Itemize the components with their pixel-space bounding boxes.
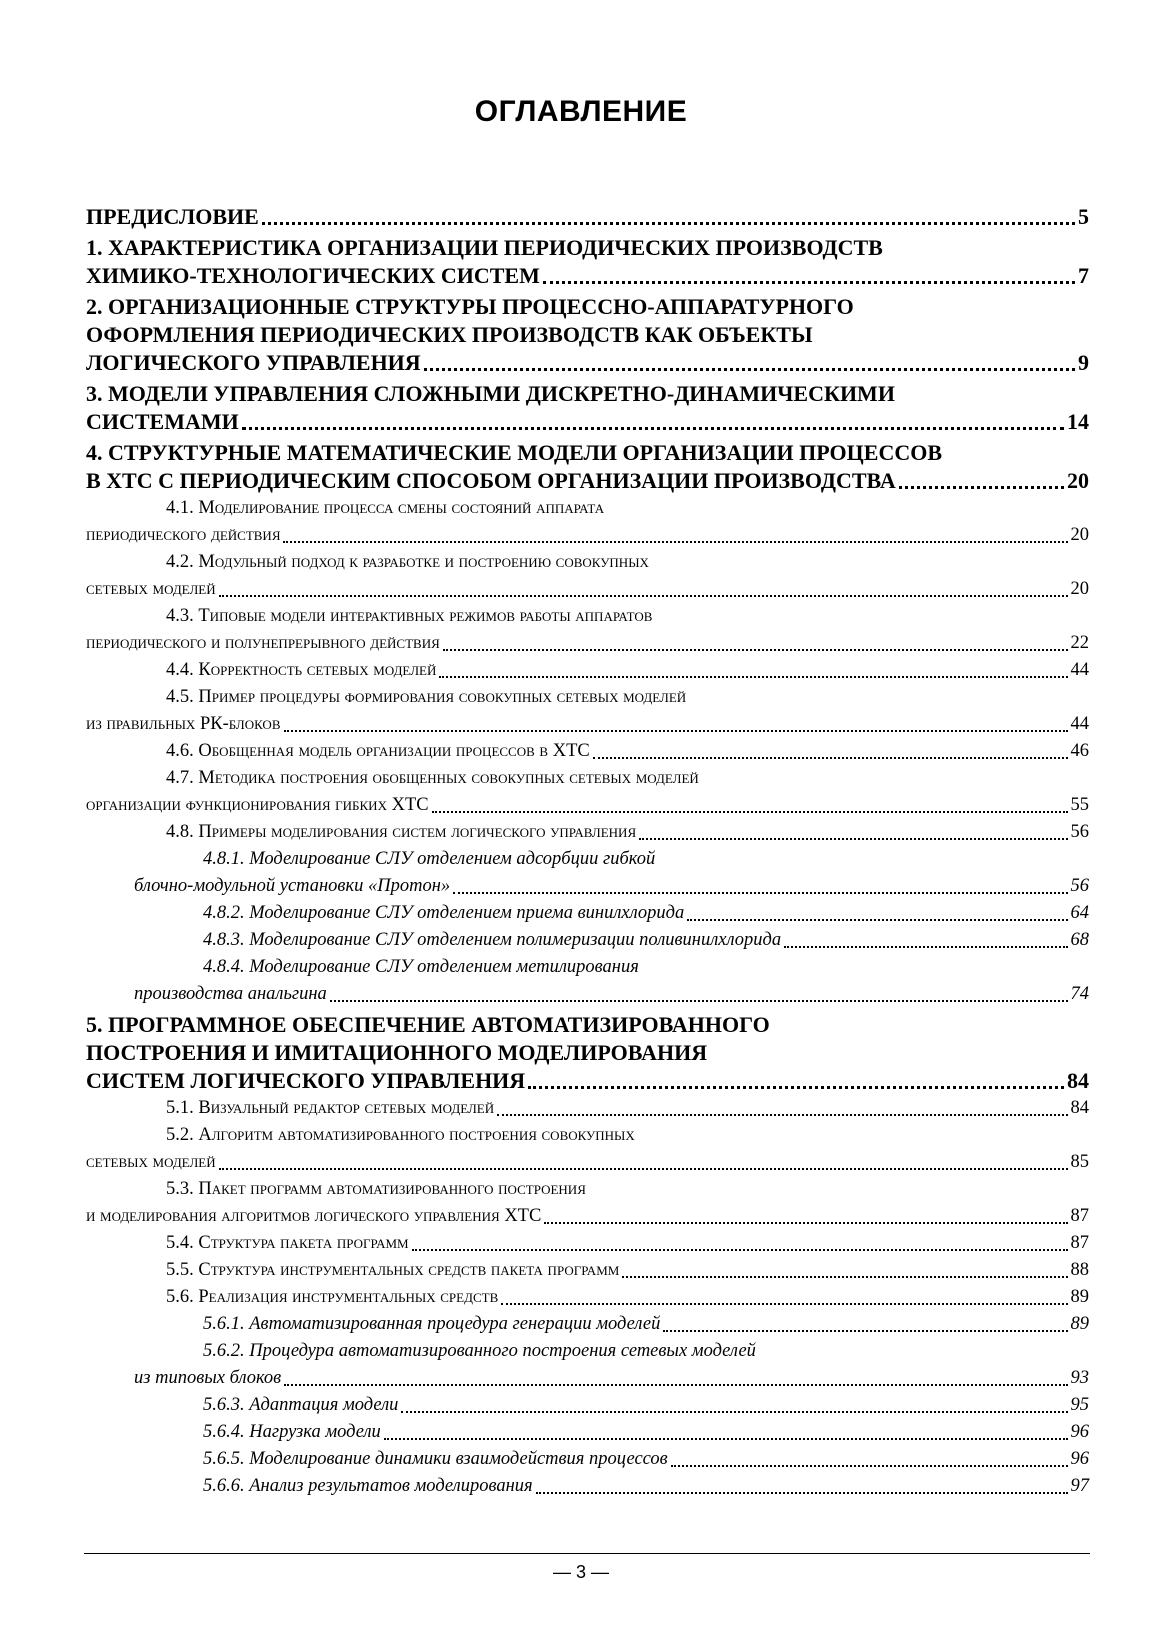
dot-leader [284,1384,1067,1386]
toc-page-number: 14 [1067,409,1089,434]
toc-page-number: 87 [1070,1206,1089,1226]
dot-leader [639,838,1067,840]
toc-page-number: 84 [1070,1098,1089,1118]
dot-leader [544,1222,1067,1224]
toc-page-number: 55 [1070,795,1089,815]
dot-leader [242,427,1064,430]
toc-entry-text: 4.4. Корректность сетевых моделей [166,660,437,680]
toc-subsection-entry[interactable] [86,954,1089,1008]
footer-divider [84,1553,1090,1554]
toc-page-number: 44 [1070,714,1089,734]
toc-page-number: 89 [1070,1314,1089,1334]
toc-entry-text: 4.6. Обобщенная модель организации процессов в ХТС [166,741,590,761]
page-title: ОГЛАВЛЕНИЕ [474,95,688,128]
toc-page-number: 74 [1070,984,1089,1004]
toc-page-number: 95 [1070,1395,1089,1415]
toc-entry-text: 5.6.6. Анализ результатов моделирования [203,1476,533,1496]
toc-entry-text: 5.4. Структура пакета программ [166,1233,409,1253]
toc-chapter-entry[interactable] [86,380,1089,436]
toc-page-number: 93 [1070,1368,1089,1388]
toc-entry-text: 4.8.3. Моделирование СЛУ отделением полимеризации поливинилхлорида [203,930,782,950]
toc-page-number: 88 [1070,1260,1089,1280]
toc-entry-text: 4.3. Типовые модели интерактивных режимов работы аппаратов [166,606,653,626]
page-number: — 3 — [552,1562,609,1582]
toc-entry-text: из правильных РК-блоков [86,714,281,734]
toc-chapter-entry[interactable] [86,234,1089,290]
toc-section-entry[interactable] [86,1284,1089,1311]
table-of-contents [86,200,1089,1500]
toc-entry-text: и моделирования алгоритмов логического управления ХТС [86,1206,542,1226]
toc-entry-text: 4.8.4. Моделирование СЛУ отделением метилирования [203,957,639,977]
toc-entry-text: 4.5. Пример процедуры формирования совокупных сетевых моделей [166,687,687,707]
toc-page-number: 56 [1070,876,1089,896]
toc-entry-text: 5.6.5. Моделирование динамики взаимодействия процессов [203,1449,668,1469]
dot-leader [219,1168,1068,1170]
dot-leader [536,1492,1068,1494]
toc-subsection-entry[interactable] [86,1392,1089,1419]
toc-entry-text: 5.3. Пакет программ автоматизированного построения [166,1179,586,1199]
toc-entry-text: 4.8.1. Моделирование СЛУ отделением адсорбции гибкой [203,849,656,869]
toc-entry-text: 4.2. Модульный подход к разработке и построению совокупных [166,552,649,572]
dot-leader [443,649,1068,651]
toc-section-entry[interactable] [86,738,1089,765]
toc-chapter-entry[interactable] [86,293,1089,377]
toc-page-number: 20 [1070,579,1089,599]
toc-entry-text: ПРЕДИСЛОВИЕ [86,204,259,229]
toc-page-number: 7 [1078,263,1089,288]
toc-entry-text: 5.6.4. Нагрузка модели [203,1422,381,1442]
toc-entry-text: сетевых моделей [86,579,216,599]
toc-page-number: 96 [1070,1449,1089,1469]
toc-page-number: 84 [1067,1068,1089,1093]
toc-page-number: 56 [1070,822,1089,842]
toc-entry-text: 5.5. Структура инструментальных средств пакета программ [166,1260,620,1280]
toc-entry-text: ПОСТРОЕНИЯ И ИМИТАЦИОННОГО МОДЕЛИРОВАНИЯ [86,1040,708,1065]
toc-subsection-entry[interactable] [86,1446,1089,1473]
dot-leader [219,595,1068,597]
dot-leader [593,757,1068,759]
toc-entry-text: производства анальгина [134,984,327,1004]
dot-leader [501,1303,1067,1305]
toc-entry-text: ЛОГИЧЕСКОГО УПРАВЛЕНИЯ [86,350,421,375]
toc-section-entry[interactable] [86,1095,1089,1122]
toc-entry-text: из типовых блоков [134,1368,282,1388]
toc-entry-text: 1. ХАРАКТЕРИСТИКА ОРГАНИЗАЦИИ ПЕРИОДИЧЕСКИХ ПРОИЗВОДСТВ [86,235,883,260]
dot-leader [497,1114,1067,1116]
dot-leader [384,1438,1068,1440]
toc-entry-text: 3. МОДЕЛИ УПРАВЛЕНИЯ СЛОЖНЫМИ ДИСКРЕТНО-ДИНАМИЧЕСКИМИ [86,381,895,406]
toc-page-number: 9 [1078,350,1089,375]
toc-entry-text: 5.6.3. Адаптация модели [203,1395,399,1415]
dot-leader [687,919,1067,921]
dot-leader [453,892,1067,894]
toc-entry-text: 5.6.1. Автоматизированная процедура генерации моделей [203,1314,661,1334]
toc-entry-text: 5.6. Реализация инструментальных средств [166,1287,499,1307]
toc-page-number: 20 [1067,468,1089,493]
dot-leader [899,486,1064,489]
toc-subsection-entry[interactable] [86,846,1089,900]
toc-page-number: 46 [1070,741,1089,761]
toc-page-number: 44 [1070,660,1089,680]
dot-leader [439,676,1067,678]
toc-subsection-entry[interactable] [86,927,1089,954]
toc-section-entry[interactable] [86,1176,1089,1230]
toc-entry-text: В ХТС С ПЕРИОДИЧЕСКИМ СПОСОБОМ ОРГАНИЗАЦИИ ПРОИЗВОДСТВА [86,468,896,493]
toc-entry-text: 4.8. Примеры моделирования систем логического управления [166,822,637,842]
dot-leader [663,1330,1067,1332]
toc-page-number: 22 [1070,633,1089,653]
toc-entry-text: ХИМИКО-ТЕХНОЛОГИЧЕСКИХ СИСТЕМ [86,263,540,288]
toc-page-number: 20 [1070,525,1089,545]
toc-subsection-entry[interactable] [86,900,1089,927]
toc-entry-text: 4.1. Моделирование процесса смены состояний аппарата [166,498,605,518]
toc-section-entry[interactable] [86,1257,1089,1284]
toc-entry-text: 2. ОРГАНИЗАЦИОННЫЕ СТРУКТУРЫ ПРОЦЕССНО-АППАРАТУРНОГО [86,294,854,319]
toc-entry-text: 4.7. Методика построения обобщенных совокупных сетевых моделей [166,768,699,788]
dot-leader [284,730,1068,732]
dot-leader [424,368,1075,371]
toc-subsection-entry[interactable] [86,1338,1089,1392]
toc-entry-text: СИСТЕМ ЛОГИЧЕСКОГО УПРАВЛЕНИЯ [86,1068,526,1093]
toc-page-number: 68 [1070,930,1089,950]
toc-chapter-entry[interactable] [86,1011,1089,1095]
toc-page-number: 89 [1070,1287,1089,1307]
toc-chapter-entry[interactable] [86,203,1089,231]
dot-leader [784,946,1067,948]
toc-entry-text: СИСТЕМАМИ [86,409,239,434]
toc-entry-text: ОФОРМЛЕНИЯ ПЕРИОДИЧЕСКИХ ПРОИЗВОДСТВ КАК ОБЪЕКТЫ [86,322,813,347]
dot-leader [412,1249,1068,1251]
toc-entry-text: 4.8.2. Моделирование СЛУ отделением приема винилхлорида [203,903,685,923]
toc-page-number: 85 [1070,1152,1089,1172]
dot-leader [432,811,1068,813]
dot-leader [401,1411,1067,1413]
dot-leader [543,281,1075,284]
toc-page-number: 5 [1078,204,1089,229]
toc-section-entry[interactable] [86,657,1089,684]
toc-subsection-entry[interactable] [86,1473,1089,1500]
toc-section-entry[interactable] [86,549,1089,603]
toc-subsection-entry[interactable] [86,1419,1089,1446]
toc-page-number: 96 [1070,1422,1089,1442]
toc-section-entry[interactable] [86,1230,1089,1257]
toc-page-number: 97 [1070,1476,1089,1496]
toc-page-number: 64 [1070,903,1089,923]
toc-section-entry[interactable] [86,819,1089,846]
toc-entry-text: 5.1. Визуальный редактор сетевых моделей [166,1098,495,1118]
toc-section-entry[interactable] [86,1122,1089,1176]
toc-entry-text: 4. СТРУКТУРНЫЕ МАТЕМАТИЧЕСКИЕ МОДЕЛИ ОРГАНИЗАЦИИ ПРОЦЕССОВ [86,440,943,465]
dot-leader [330,1000,1068,1002]
toc-entry-text: периодического действия [86,525,281,545]
dot-leader [671,1465,1068,1467]
toc-entry-text: организации функционирования гибких ХТС [86,795,429,815]
dot-leader [262,222,1075,225]
toc-chapter-entry[interactable] [86,439,1089,495]
dot-leader [528,1086,1064,1089]
toc-entry-text: 5.2. Алгоритм автоматизированного построения совокупных [166,1125,635,1145]
toc-subsection-entry[interactable] [86,1311,1089,1338]
toc-section-entry[interactable] [86,603,1089,657]
toc-section-entry[interactable] [86,495,1089,549]
toc-entry-text: периодического и полунепрерывного действия [86,633,440,653]
dot-leader [622,1276,1067,1278]
toc-entry-text: блочно-модульной установки «Протон» [134,876,451,896]
toc-section-entry[interactable] [86,765,1089,819]
dot-leader [283,541,1067,543]
toc-entry-text: 5.6.2. Процедура автоматизированного построения сетевых моделей [203,1341,756,1361]
toc-page-number: 87 [1070,1233,1089,1253]
toc-entry-text: 5. ПРОГРАММНОЕ ОБЕСПЕЧЕНИЕ АВТОМАТИЗИРОВАННОГО [86,1012,770,1037]
toc-entry-text: сетевых моделей [86,1152,216,1172]
toc-section-entry[interactable] [86,684,1089,738]
